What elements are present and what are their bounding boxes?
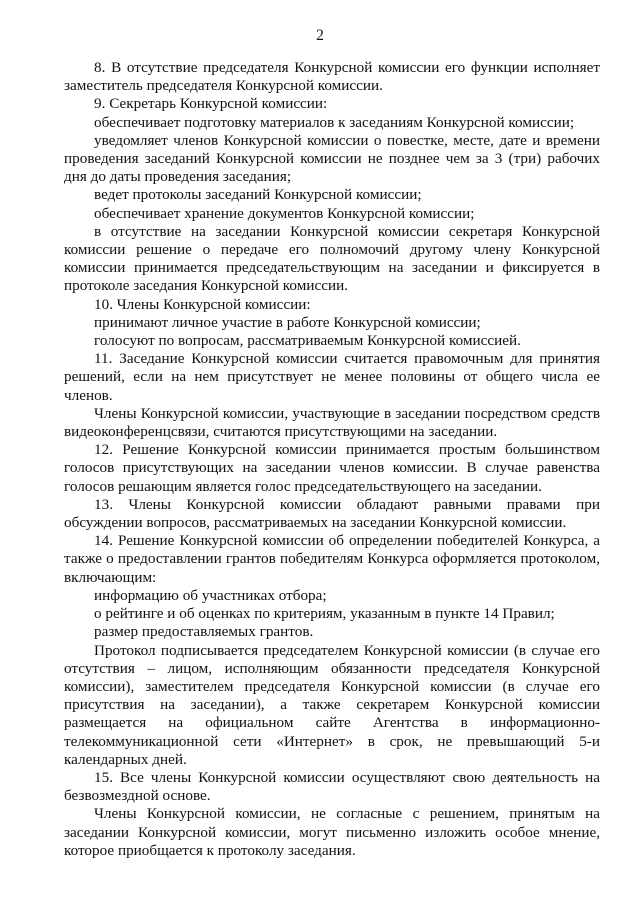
paragraph-9-heading: 9. Секретарь Конкурсной комиссии: — [94, 95, 328, 113]
list-item: о рейтинге и об оценках по критериям, указанным в пункте 14 Правил; — [94, 605, 555, 623]
list-item: обеспечивает подготовку материалов к заседаниям Конкурсной комиссии; — [94, 113, 575, 131]
list-item: ведет протоколы заседаний Конкурсной комиссии; — [94, 186, 422, 204]
paragraph-10-heading: 10. Члены Конкурсной комиссии: — [94, 295, 311, 313]
protocol-paragraph: Протокол подписывается председателем Конкурсной комиссии (в случае его отсутствия – лицом, исполняющим обязанности председателя Конкурсной комиссии), заместителем председателя Конкурсной комиссии (в случае его присутствия на заседании), а также секретарем Конкурсной комиссии размещается на официальном сайте Агентства в информационно-телекоммуникационной сети «Интернет» в срок, не превышающий 5-и календарных дней. — [64, 641, 600, 768]
list-item: размер предоставляемых грантов. — [94, 623, 314, 641]
paragraph-11: 11. Заседание Конкурсной комиссии считается правомочным для принятия решений, если на нем присутствует не менее половины от общего числа ее членов. — [64, 350, 600, 404]
paragraph-15: 15. Все члены Конкурсной комиссии осуществляют свою деятельность на безвозмездной основе. — [64, 768, 600, 805]
paragraph-8: 8. В отсутствие председателя Конкурсной комиссии его функции исполняет заместитель председателя Конкурсной комиссии. — [64, 59, 600, 95]
list-item: информацию об участниках отбора; — [94, 586, 327, 604]
list-item: принимают личное участие в работе Конкурсной комиссии; — [94, 313, 481, 331]
paragraph-13: 13. Члены Конкурсной комиссии обладают равными правами при обсуждении вопросов, рассматриваемых на заседании Конкурсной комиссии. — [64, 495, 600, 532]
list-item: обеспечивает хранение документов Конкурсной комиссии; — [94, 204, 475, 222]
list-item: в отсутствие на заседании Конкурсной комиссии секретаря Конкурсной комиссии решение о передаче его полномочий другому члену Конкурсной комиссии принимается председательствующим на заседании и фиксируется в протоколе заседания Конкурсной комиссии. — [64, 222, 600, 295]
paragraph-11-note: Члены Конкурсной комиссии, участвующие в заседании посредством средств видеоконференцсвязи, считаются присутствующими на заседании. — [64, 404, 600, 441]
paragraph-12: 12. Решение Конкурсной комиссии принимается простым большинством голосов присутствующих на заседании членов комиссии. В случае равенства голосов решающим является голос председательствующего на заседании. — [64, 441, 600, 495]
page-number: 2 — [316, 27, 324, 44]
list-item: голосуют по вопросам, рассматриваемым Конкурсной комиссией. — [94, 332, 521, 350]
list-item: уведомляет членов Конкурсной комиссии о повестке, месте, дате и времени проведения заседаний Конкурсной комиссии не позднее чем за 3 (три) рабочих дня до даты проведения заседания; — [64, 131, 600, 186]
paragraph-14: 14. Решение Конкурсной комиссии об определении победителей Конкурса, а также о предоставлении грантов победителям Конкурса оформляется протоколом, включающим: — [64, 532, 600, 586]
paragraph-15-note: Члены Конкурсной комиссии, не согласные с решением, принятым на заседании Конкурсной комиссии, могут письменно изложить особое мнение, которое приобщается к протоколу заседания. — [64, 805, 600, 859]
document-body — [64, 59, 600, 860]
